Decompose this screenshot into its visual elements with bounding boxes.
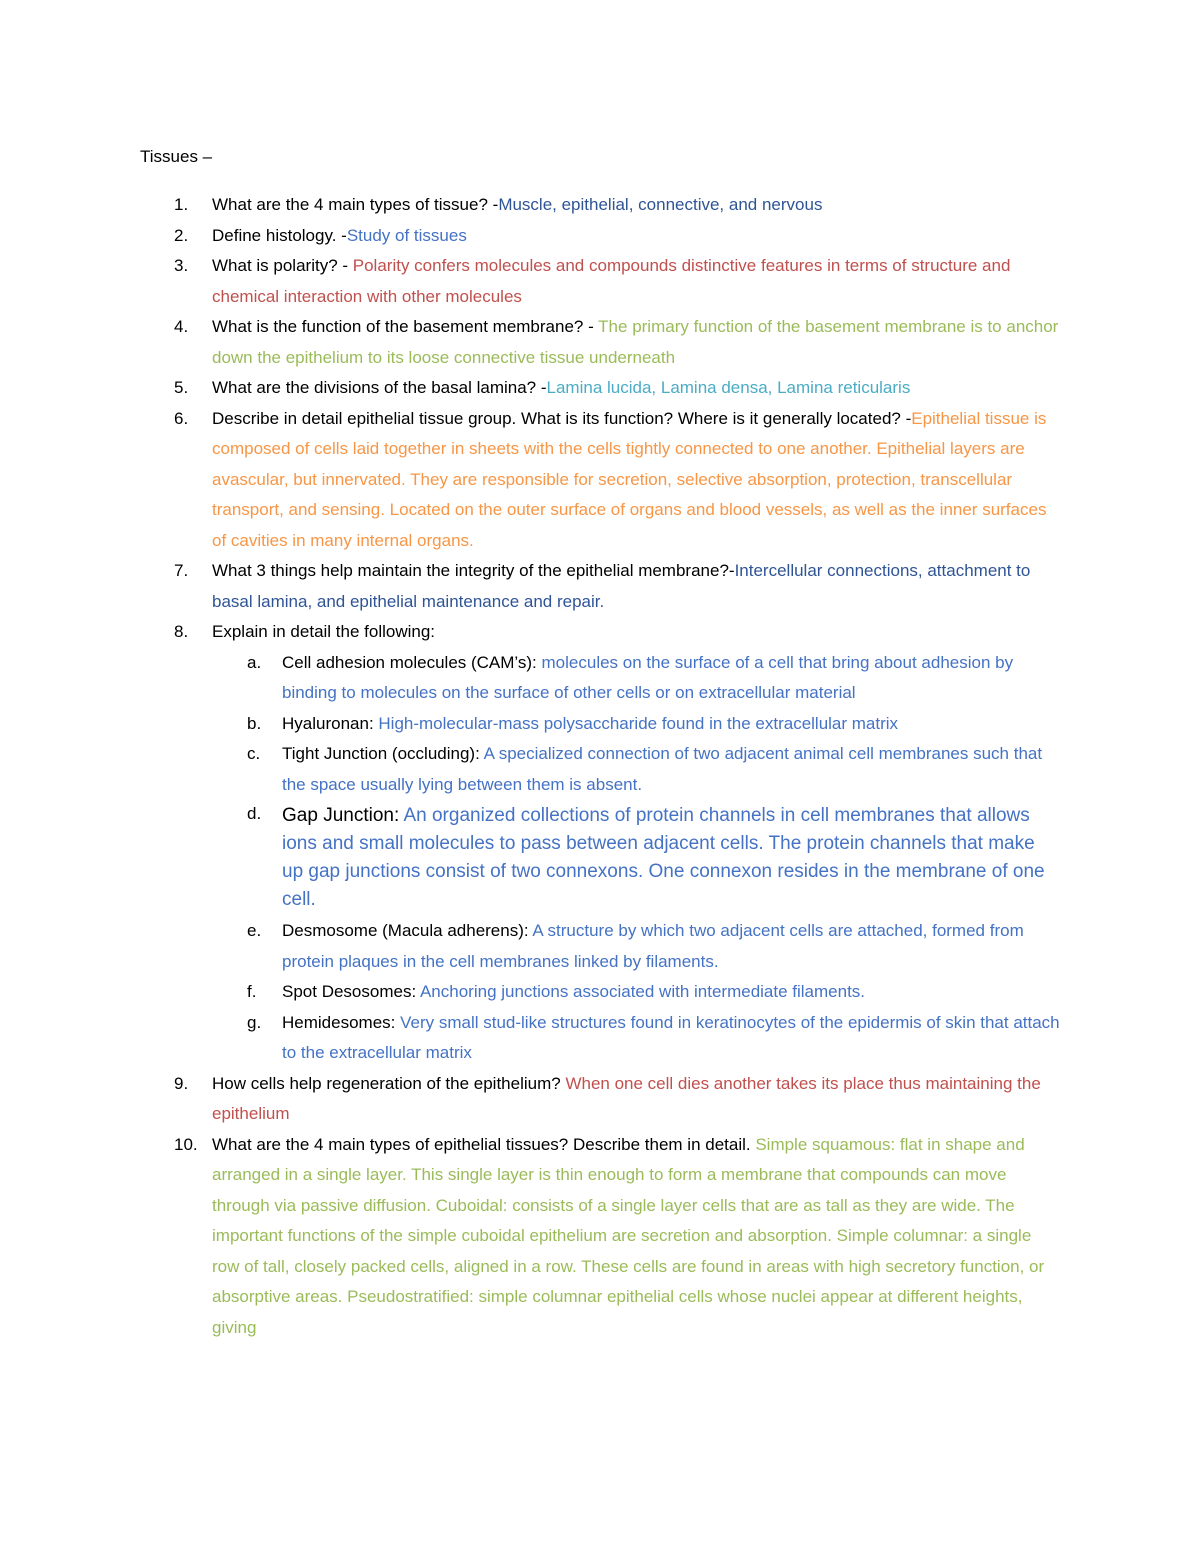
answer-text: Epithelial tissue is composed of cells laid together in sheets with the cells tightly connected to one another. Epithelial layers are avascular, but innervated. They are responsible for secretion, selective absorption, protection, transcellular transport, and sensing. Located on the outer surface of organs and blood vessels, as well as the inner surfaces of cavities in many internal organs. — [212, 408, 1047, 550]
question-item — [0, 373, 1200, 404]
subquestion-item — [212, 709, 1060, 740]
subquestion-term: Spot Desosomes: — [282, 982, 420, 1001]
question-text: What are the 4 main types of tissue? - — [212, 195, 499, 214]
question-text: Explain in detail the following: — [212, 622, 436, 641]
subquestion-definition: High-molecular-mass polysaccharide found in the extracellular matrix — [378, 713, 899, 733]
subquestion-item — [212, 977, 1060, 1008]
subquestion-term: Hyaluronan: — [282, 713, 379, 733]
question-item — [0, 404, 1200, 557]
answer-text: Study of tissues — [346, 225, 467, 245]
subquestion-term: Gap Junction: — [282, 805, 404, 826]
answer-text: Lamina lucida, Lamina densa, Lamina reticularis — [546, 378, 911, 397]
question-item — [0, 251, 1200, 312]
subquestion-item — [212, 739, 1060, 800]
question-number: 5. — [174, 378, 189, 397]
question-item — [0, 1130, 1200, 1344]
subquestion-term: Hemidesomes: — [282, 1012, 401, 1032]
question-text: What are the divisions of the basal lamina? - — [212, 378, 547, 397]
question-item — [0, 617, 1200, 1069]
question-text: Define histology. - — [212, 225, 347, 245]
question-number: 1. — [174, 195, 189, 214]
question-number: 3. — [174, 256, 189, 275]
question-item — [0, 556, 1200, 617]
question-number: 9. — [174, 1073, 189, 1093]
subquestion-item — [212, 1008, 1060, 1069]
subquestion-letter: c. — [247, 744, 261, 763]
subquestion-term: Tight Junction (occluding): — [282, 744, 484, 763]
subquestion-letter: g. — [247, 1012, 262, 1032]
question-text: What 3 things help maintain the integrity of the epithelial membrane?- — [212, 561, 735, 580]
question-text: How cells help regeneration of the epithelium? — [212, 1073, 566, 1093]
subquestion-term: Cell adhesion molecules (CAM’s): — [282, 652, 542, 672]
question-text: What are the 4 main types of epithelial tissues? Describe them in detail. — [212, 1134, 756, 1154]
answer-text: When one cell dies another takes its place thus maintaining the epithelium — [212, 1073, 1041, 1123]
subquestion-item — [212, 800, 1060, 916]
subquestion-letter: f. — [247, 982, 257, 1001]
subquestion-definition: molecules on the surface of a cell that bring about adhesion by binding to molecules on the surface of other cells or on extracellular material — [282, 652, 1014, 702]
subquestion-letter: b. — [247, 713, 262, 733]
subquestion-definition: A structure by which two adjacent cells are attached, formed from protein plaques in the cell membranes linked by filaments. — [282, 921, 1024, 971]
question-number: 4. — [174, 317, 189, 336]
answer-text: Polarity confers molecules and compounds distinctive features in terms of structure and chemical interaction with other molecules — [212, 256, 1011, 306]
question-number: 10. — [174, 1134, 198, 1154]
subquestion-definition: An organized collections of protein channels in cell membranes that allows ions and small molecules to pass between adjacent cells. The protein channels that make up gap junctions consist of two connexons. One connexon resides in the membrane of one cell. — [282, 805, 1045, 910]
subquestion-letter: a. — [247, 652, 262, 672]
question-text: What is polarity? - — [212, 256, 353, 275]
question-number: 2. — [174, 225, 189, 245]
answer-text: Muscle, epithelial, connective, and nervous — [498, 195, 823, 214]
question-number: 8. — [174, 622, 189, 641]
subquestion-list — [212, 648, 1060, 1069]
question-item — [0, 221, 1200, 252]
subquestion-definition: A specialized connection of two adjacent animal cell membranes such that the space usually lying between them is absent. — [282, 744, 1043, 794]
question-list — [0, 190, 1200, 1343]
question-item — [0, 312, 1200, 373]
page-title: Tissues – — [140, 147, 213, 166]
answer-text: Intercellular connections, attachment to basal lamina, and epithelial maintenance and repair. — [212, 561, 1031, 611]
subquestion-definition: Anchoring junctions associated with intermediate filaments. — [419, 982, 866, 1001]
answer-text: The primary function of the basement membrane is to anchor down the epithelium to its loose connective tissue underneath — [212, 317, 1059, 367]
question-item — [0, 1069, 1200, 1130]
question-text: Describe in detail epithelial tissue group. What is its function? Where is it generally located? - — [212, 408, 912, 428]
question-number: 6. — [174, 408, 189, 428]
answer-text: Simple squamous: flat in shape and arranged in a single layer. This single layer is thin enough to form a membrane that compounds can move through via passive diffusion. Cuboidal: consists of a single layer cells that are as tall as they are wide. The important functions of the simple cuboidal epithelium are secretion and absorption. Simple columnar: a single row of tall, closely packed cells, aligned in a row. These cells are found in areas with high secretory function, or absorptive areas. Pseudostratified: simple columnar epithelial cells whose nuclei appear at different heights, giving — [212, 1134, 1045, 1337]
subquestion-letter: e. — [247, 921, 262, 940]
subquestion-item — [212, 648, 1060, 709]
question-item — [0, 190, 1200, 221]
question-number: 7. — [174, 561, 189, 580]
subquestion-letter: d. — [247, 804, 262, 823]
subquestion-definition: Very small stud-like structures found in keratinocytes of the epidermis of skin that attach to the extracellular matrix — [282, 1012, 1060, 1062]
subquestion-item — [212, 916, 1060, 977]
subquestion-term: Desmosome (Macula adherens): — [282, 921, 533, 940]
question-text: What is the function of the basement membrane? - — [212, 317, 599, 336]
